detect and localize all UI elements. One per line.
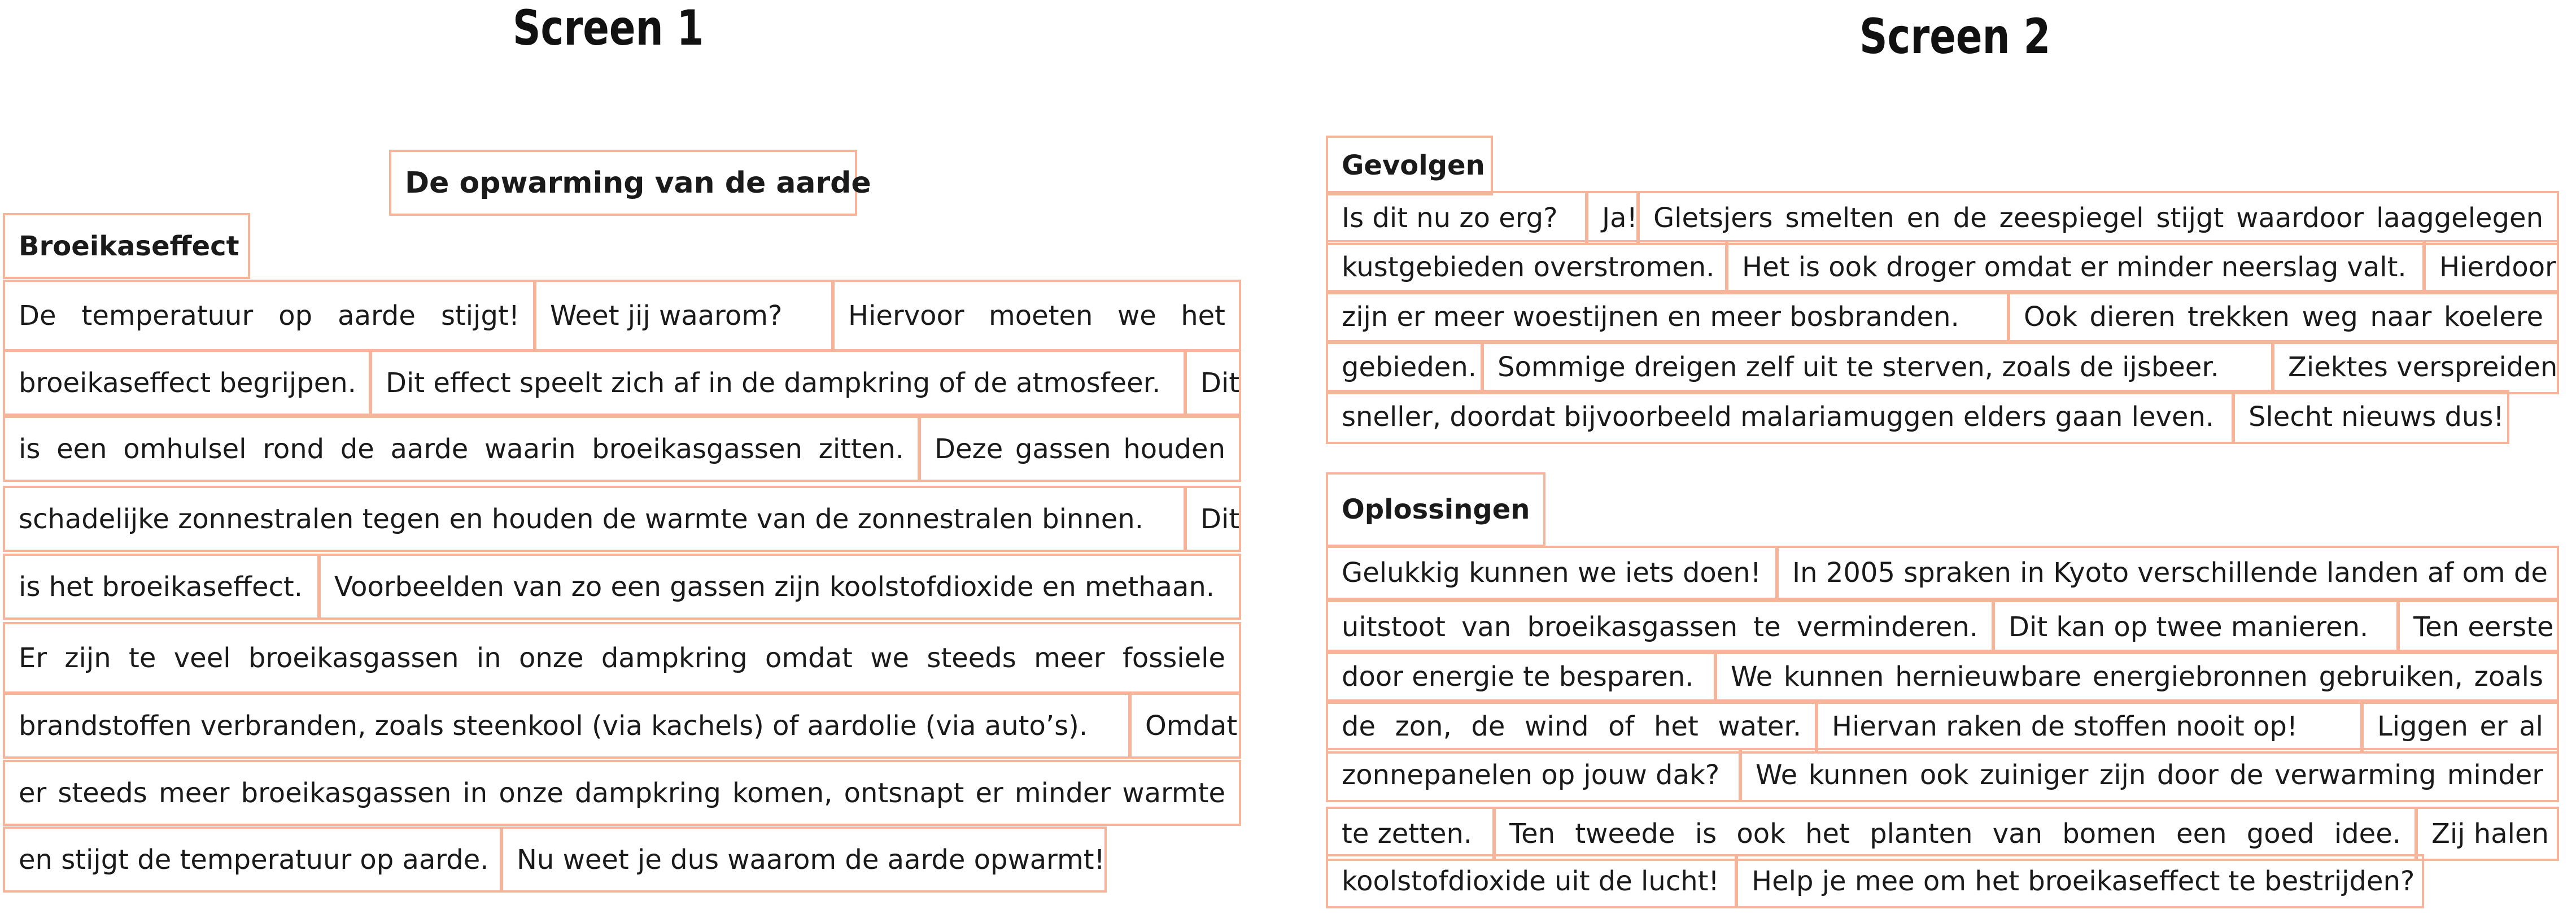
text-segment: De temperatuur op aarde stijgt!: [3, 280, 535, 351]
text-segment: sneller, doordat bijvoorbeeld malariamuggen elders gaan leven.: [1326, 390, 2234, 444]
screen-1-label: Screen 1: [513, 0, 704, 56]
text-segment: Dit effect speelt zich af in de dampkring of de atmosfeer.: [370, 350, 1186, 416]
text-segment: koolstofdioxide uit de lucht!: [1326, 854, 1737, 908]
text-segment: Is dit nu zo erg?: [1326, 191, 1587, 245]
text-segment: Dit: [1185, 350, 1241, 416]
text-segment: We kunnen hernieuwbare energiebronnen gebruiken, zoals: [1715, 650, 2559, 704]
text-segment: broeikaseffect begrijpen.: [3, 350, 371, 416]
text-segment: en stijgt de temperatuur op aarde.: [3, 826, 502, 893]
text-segment: Ten eerste: [2398, 600, 2559, 654]
text-segment: Hiervan raken de stoffen nooit op!: [1816, 699, 2363, 754]
text-segment: kustgebieden overstromen.: [1326, 240, 1727, 294]
text-segment: Hierdoor: [2424, 240, 2559, 294]
text-segment: door energie te besparen.: [1326, 650, 1716, 704]
text-segment: te zetten.: [1326, 807, 1495, 861]
text-segment: schadelijke zonnestralen tegen en houden de warmte van de zonnestralen binnen.: [3, 486, 1186, 552]
text-segment: Liggen er al: [2361, 699, 2559, 754]
screen-2-label: Screen 2: [1859, 8, 2051, 65]
text-segment: brandstoffen verbranden, zoals steenkool (via kachels) of aardolie (via auto’s).: [3, 693, 1130, 759]
text-segment: Omdat: [1129, 693, 1241, 759]
text-segment: Slecht nieuws dus!: [2233, 390, 2509, 444]
text-segment: gebieden.: [1326, 340, 1483, 394]
text-segment: is het broeikaseffect.: [3, 554, 320, 620]
text-segment: Ja!: [1586, 191, 1639, 245]
text-segment: Zij halen: [2416, 807, 2559, 861]
text-segment: Hiervoor moeten we het: [832, 280, 1241, 351]
text-segment: Ten tweede is ook het planten van bomen een goed idee.: [1494, 807, 2417, 861]
screen-1-subheading: Broeikaseffect: [3, 213, 250, 279]
text-segment: Ziektes verspreiden: [2272, 340, 2559, 394]
text-segment: Deze gassen houden: [919, 416, 1241, 482]
section-heading-oplossingen: Oplossingen: [1326, 472, 1545, 547]
text-segment: de zon, de wind of het water.: [1326, 699, 1817, 754]
text-segment: In 2005 spraken in Kyoto verschillende landen af om de: [1776, 546, 2559, 600]
text-segment: We kunnen ook zuiniger zijn door de verwarming minder: [1740, 748, 2559, 802]
text-segment: Voorbeelden van zo een gassen zijn koolstofdioxide en methaan.: [318, 554, 1241, 620]
section-heading-gevolgen: Gevolgen: [1326, 136, 1493, 195]
text-segment: Sommige dreigen zelf uit te sterven, zoals de ijsbeer.: [1482, 340, 2273, 394]
text-segment: Nu weet je dus waarom de aarde opwarmt!: [501, 826, 1107, 893]
text-segment: Gelukkig kunnen we iets doen!: [1326, 546, 1778, 600]
text-segment: Er zijn te veel broeikasgassen in onze dampkring omdat we steeds meer fossiele: [3, 622, 1241, 694]
text-segment: Dit kan op twee manieren.: [1993, 600, 2399, 654]
text-segment: er steeds meer broeikasgassen in onze dampkring komen, ontsnapt er minder warmte: [3, 760, 1241, 826]
text-segment: zonnepanelen op jouw dak?: [1326, 748, 1741, 802]
text-segment: zijn er meer woestijnen en meer bosbranden.: [1326, 290, 2009, 344]
text-segment: uitstoot van broeikasgassen te verminderen.: [1326, 600, 1994, 654]
text-segment: Het is ook droger omdat er minder neerslag valt.: [1726, 240, 2425, 294]
text-segment: Weet jij waarom?: [534, 280, 833, 351]
text-segment: is een omhulsel rond de aarde waarin broeikasgassen zitten.: [3, 416, 920, 482]
screen-1-heading: De opwarming van de aarde: [389, 150, 857, 216]
text-segment: Gletsjers smelten en de zeespiegel stijgt waardoor laaggelegen: [1638, 191, 2559, 245]
text-segment: Dit: [1185, 486, 1241, 552]
text-segment: Help je mee om het broeikaseffect te bestrijden?: [1736, 854, 2424, 908]
text-segment: Ook dieren trekken weg naar koelere: [2008, 290, 2559, 344]
